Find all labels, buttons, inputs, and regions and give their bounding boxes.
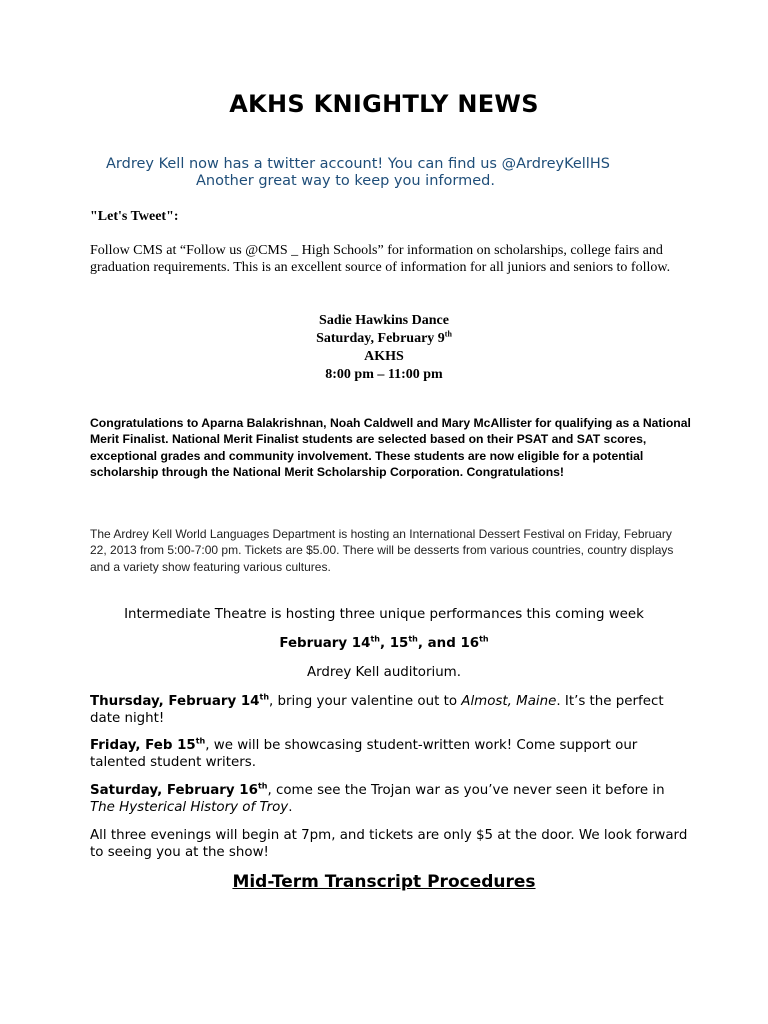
twitter-line-1: Ardrey Kell now has a twitter account! You can find us @ArdreyKellHS: [106, 156, 610, 172]
twitter-announcement: [0, 156, 768, 190]
theatre-date-3-sup: th: [479, 634, 489, 644]
show-day-sup: th: [195, 736, 206, 746]
theatre-dates: [0, 636, 768, 651]
merit-paragraph: Congratulations to Aparna Balakrishnan, Noah Caldwell and Mary McAllister for qualifying as a National Merit Finalist. National Merit Finalist students are selected based on their PSAT and SAT scores, exceptional grades and community involvement. These students are now eligible for a potential scholarship through the National Merit Scholarship Corporation. Congratulations!: [90, 416, 691, 479]
show-text: , bring your valentine out to: [269, 694, 462, 709]
theatre-date-2-sup: th: [408, 634, 418, 644]
show-text: , we will be showcasing student-written work! Come support our talented student writers.: [90, 738, 638, 770]
show-text-after: .: [288, 799, 293, 815]
show-day: Saturday, February 16: [90, 783, 258, 798]
show-day-sup: th: [259, 692, 270, 702]
theatre-date-1-sup: th: [370, 634, 380, 644]
show-title: The Hysterical History of Troy: [90, 799, 289, 815]
show-thursday: [90, 694, 690, 727]
show-day: Friday, Feb 15: [90, 738, 196, 753]
dance-time: 8:00 pm – 11:00 pm: [325, 367, 443, 382]
twitter-line-2: Another great way to keep you informed.: [196, 173, 495, 189]
show-text: , come see the Trojan war as you’ve never seen it before in: [267, 783, 665, 798]
theatre-date-3: , and 16: [417, 636, 480, 651]
dance-name: Sadie Hawkins Dance: [319, 313, 449, 328]
tweet-heading: "Let's Tweet":: [90, 209, 179, 224]
languages-paragraph: The Ardrey Kell World Languages Department is hosting an International Dessert Festival on Friday, February 22, 2013 from 5:00-7:00 pm. Tickets are $5.00. There will be desserts from various countries, country displays and a variety show featuring various cultures.: [90, 527, 674, 574]
dance-announcement: [0, 312, 768, 384]
theatre-intro: Intermediate Theatre is hosting three unique performances this coming week: [124, 607, 644, 622]
theatre-date-1: February 14: [279, 636, 371, 651]
dance-date: [0, 330, 768, 348]
show-closing: All three evenings will begin at 7pm, and tickets are only $5 at the door. We look forward to seeing you at the show!: [90, 828, 688, 860]
show-title: Almost, Maine: [461, 694, 557, 709]
show-saturday: [90, 783, 690, 816]
midterm-heading: Mid-Term Transcript Procedures: [232, 872, 536, 892]
dance-date-text: Saturday, February 9: [316, 331, 445, 346]
theatre-date-2: , 15: [379, 636, 409, 651]
newsletter-title: AKHS KNIGHTLY NEWS: [229, 90, 539, 118]
dance-location: AKHS: [364, 349, 404, 364]
cms-paragraph: Follow CMS at “Follow us @CMS _ High Schools” for information on scholarships, college fairs and graduation requirements. This is an excellent source of information for all juniors and seniors to follow.: [90, 243, 671, 275]
show-day-sup: th: [257, 781, 268, 791]
show-friday: [90, 738, 690, 771]
dance-date-sup: th: [444, 329, 452, 339]
theatre-place: Ardrey Kell auditorium.: [307, 665, 461, 680]
show-day: Thursday, February 14: [90, 694, 260, 709]
show-text-after: . It’s the perfect date night!: [90, 694, 664, 726]
